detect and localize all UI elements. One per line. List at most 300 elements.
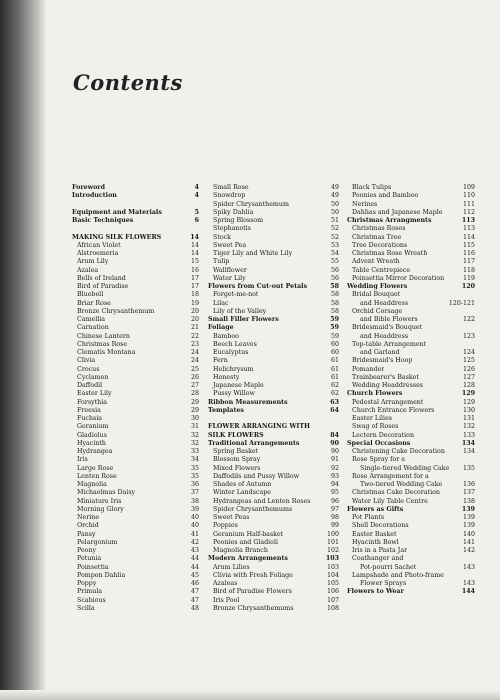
toc-page-number: 59	[330, 324, 339, 332]
toc-page-number: 29	[190, 406, 199, 414]
toc-entry-label: Eucalyptus	[213, 349, 249, 356]
toc-spacer	[72, 201, 199, 209]
toc-entry-label: Fuchsia	[77, 415, 103, 422]
toc-entry-label: and Headdress	[360, 332, 409, 340]
toc-page-number: 58	[330, 307, 339, 315]
toc-page-number: 59	[330, 332, 339, 340]
toc-page-number: 129	[461, 390, 475, 398]
toc-page-number: 113	[461, 217, 475, 224]
toc-entry	[347, 267, 475, 275]
toc-entry	[347, 209, 475, 217]
toc-entry-label: Small Filler Flowers	[208, 316, 279, 323]
toc-page-number: 21	[190, 324, 199, 332]
toc-entry-label: Equipment and Materials	[72, 208, 162, 216]
toc-entry	[347, 234, 475, 242]
toc-entry-label: Spider Chrysanthemum	[213, 200, 289, 208]
toc-page-number: 104	[326, 571, 339, 579]
toc-entry-label: Shades of Autumn	[213, 481, 272, 488]
toc-entry-label: Wedding Flowers	[347, 283, 408, 290]
toc-entry-label: Magnolia Branch	[213, 547, 268, 554]
toc-entry	[72, 531, 199, 539]
toc-column-3	[347, 184, 475, 597]
toc-entry-label: Clivia	[77, 357, 96, 365]
toc-entry-label: Winter Landscape	[213, 489, 271, 497]
toc-entry	[208, 258, 339, 266]
toc-page-number: 110	[462, 192, 475, 200]
toc-entry	[347, 539, 475, 547]
toc-entry-label: Lampshade and Photo-frame	[352, 571, 444, 579]
toc-entry	[347, 415, 475, 423]
toc-entry	[347, 349, 475, 357]
toc-column-1	[72, 184, 199, 613]
toc-page-number: 45	[190, 571, 199, 579]
toc-entry-label: Orchid Corsage	[352, 307, 403, 315]
toc-entry	[347, 489, 475, 497]
toc-entry	[208, 572, 339, 580]
toc-page-number: 119	[462, 274, 475, 282]
toc-entry-label: Foreword	[72, 184, 105, 191]
toc-page-number: 58	[330, 283, 339, 290]
toc-entry	[347, 184, 475, 192]
toc-page-number: 55	[330, 258, 339, 266]
toc-page-number: 20	[190, 316, 199, 323]
toc-page-number: 52	[330, 233, 339, 241]
toc-page-number: 30	[190, 415, 199, 422]
toc-column-2	[208, 184, 339, 613]
toc-page-number: 23	[190, 340, 199, 348]
toc-entry-label: Poppies	[213, 522, 238, 530]
toc-section-heading	[72, 234, 199, 242]
toc-page-number: 52	[330, 225, 339, 233]
toc-entry	[72, 473, 199, 481]
toc-page-number: 58	[330, 291, 339, 299]
toc-page-number: 113	[462, 225, 475, 233]
toc-entry	[347, 291, 475, 299]
toc-entry-label: Table Centrepiece	[352, 266, 411, 274]
toc-entry-label: Pomander	[352, 365, 385, 373]
toc-entry	[208, 489, 339, 497]
toc-entry	[347, 572, 475, 580]
toc-page-number: 32	[190, 439, 199, 447]
toc-page-number: 5	[194, 208, 199, 216]
toc-entry-label: Flowers as Gifts	[347, 505, 404, 513]
toc-entry-label: Water Lily Table Centre	[352, 497, 428, 505]
toc-section-heading	[208, 324, 339, 332]
toc-entry	[72, 597, 199, 605]
toc-entry-label: Shell Decorations	[352, 522, 409, 530]
toc-page-number: 53	[330, 241, 339, 249]
toc-entry-label: Rose Spray for a	[352, 456, 406, 464]
toc-entry	[208, 456, 339, 464]
toc-section-heading	[208, 432, 339, 440]
toc-entry	[208, 390, 339, 398]
toc-entry	[347, 242, 475, 250]
toc-page-number: 111	[462, 200, 475, 208]
toc-entry-label: Flowers from Cut-out Petals	[208, 283, 308, 290]
toc-entry-label: Black Tulips	[352, 184, 392, 191]
toc-entry-label: Templates	[208, 406, 244, 414]
toc-entry	[208, 522, 339, 530]
toc-page-number: 17	[190, 283, 199, 290]
toc-entry-label: Trainbearer's Basket	[352, 373, 419, 381]
toc-entry	[72, 258, 199, 266]
toc-page-number: 126	[462, 365, 475, 373]
toc-entry-label: Pussy Willow	[213, 390, 255, 398]
toc-entry-label: Primula	[77, 588, 103, 596]
toc-entry-label: Clematis Montana	[77, 349, 136, 356]
toc-entry-label: Christmas Tree	[352, 233, 402, 241]
toc-entry-label: Forget-me-not	[213, 291, 259, 299]
toc-entry-label: Top-table Arrangement	[352, 340, 427, 348]
toc-entry-label: Daffodil	[77, 382, 103, 389]
toc-section-heading	[72, 192, 199, 200]
toc-entry	[72, 423, 199, 431]
toc-page-number: 105	[326, 580, 339, 587]
toc-entry-label: Christmas Rose	[77, 340, 128, 348]
toc-page-number: 48	[190, 604, 199, 612]
toc-page-number	[473, 572, 475, 580]
toc-entry-label: Hyacinth	[77, 439, 106, 447]
toc-page-number: 61	[330, 365, 339, 373]
toc-page-number: 22	[190, 332, 199, 340]
toc-entry-label: Arum Lilies	[213, 563, 250, 571]
toc-entry-label: Lectern Decoration	[352, 431, 415, 439]
toc-entry	[208, 498, 339, 506]
toc-page-number: 131	[462, 415, 475, 422]
toc-page-number: 139	[462, 522, 475, 530]
toc-entry	[347, 564, 475, 572]
toc-entry-label: Church Flowers	[347, 390, 403, 398]
toc-page-number	[473, 291, 475, 299]
toc-entry-label: Mixed Flowers	[213, 464, 261, 472]
toc-page-number: 40	[190, 522, 199, 530]
toc-page-number: 112	[462, 208, 475, 216]
toc-page-number: 18	[190, 291, 199, 299]
toc-entry-label: Pelargonium	[77, 538, 118, 546]
toc-page-number	[473, 324, 475, 332]
toc-entry	[72, 308, 199, 316]
toc-entry	[208, 308, 339, 316]
toc-entry-label: Bells of Ireland	[77, 274, 126, 282]
toc-entry	[72, 564, 199, 572]
toc-entry-label: Miniature Iris	[77, 497, 122, 505]
toc-entry	[347, 407, 475, 415]
toc-entry-label: Pot-pourri Sachet	[360, 563, 417, 571]
toc-entry	[208, 382, 339, 390]
toc-entry	[347, 374, 475, 382]
toc-page-number: 143	[462, 580, 475, 587]
toc-entry	[208, 506, 339, 514]
toc-entry	[347, 531, 475, 539]
toc-entry-label: Swag of Roses	[352, 423, 399, 431]
toc-entry	[72, 300, 199, 308]
toc-entry	[208, 605, 339, 613]
toc-entry-label: Poinsettia	[77, 563, 109, 571]
toc-entry-label: Scilla	[77, 604, 95, 612]
toc-entry-label: Bird of Paradise	[77, 283, 129, 290]
toc-entry-label: Easter Basket	[352, 530, 397, 538]
toc-entry-label: Large Rose	[77, 464, 114, 472]
toc-entry	[208, 242, 339, 250]
toc-page-number: 132	[462, 423, 475, 431]
toc-entry	[347, 547, 475, 555]
toc-page-number: 96	[330, 497, 339, 505]
toc-entry-label: Helichrysum	[213, 365, 254, 373]
toc-page-number: 44	[190, 555, 199, 563]
toc-entry-label: Honesty	[213, 373, 240, 381]
toc-page-number: 108	[326, 604, 339, 612]
toc-entry	[208, 357, 339, 365]
toc-page-number: 100	[326, 530, 339, 538]
toc-section-heading	[347, 283, 475, 291]
toc-page-number: 102	[326, 547, 339, 554]
toc-page-number: 97	[330, 505, 339, 513]
toc-entry	[347, 324, 475, 332]
toc-page-number: 142	[462, 547, 475, 554]
toc-page-number: 14	[190, 241, 199, 249]
toc-entry-label: Traditional Arrangements	[208, 439, 300, 447]
toc-page-number: 64	[330, 406, 339, 414]
toc-page-number: 50	[330, 208, 339, 216]
toc-page-number: 58	[330, 299, 339, 307]
toc-entry	[347, 473, 475, 481]
page-edge	[0, 690, 500, 700]
toc-entry	[72, 324, 199, 332]
toc-entry	[72, 399, 199, 407]
toc-entry	[72, 605, 199, 613]
toc-entry	[208, 250, 339, 258]
toc-entry-label: Bronze Chrysanthemums	[213, 604, 294, 612]
toc-entry	[72, 341, 199, 349]
toc-section-heading	[347, 506, 475, 514]
toc-page-number: 50	[330, 200, 339, 208]
toc-page-number: 144	[461, 588, 475, 596]
toc-entry-label: Snowdrop	[213, 192, 246, 200]
toc-entry	[347, 316, 475, 324]
toc-entry-label: Poppy	[77, 580, 97, 587]
toc-page-number: 27	[190, 382, 199, 389]
toc-page-number: 33	[190, 448, 199, 455]
toc-entry-label: Blossom Spray	[213, 456, 261, 464]
toc-entry	[208, 349, 339, 357]
toc-entry-label: Bluebell	[77, 291, 104, 299]
toc-entry-label: Bridal Bouquet	[352, 291, 401, 299]
toc-entry-label: Freesia	[77, 406, 101, 414]
toc-entry-label: Bridesmaid's Hoop	[352, 357, 413, 365]
toc-entry	[347, 423, 475, 431]
toc-page-number: 103	[326, 563, 339, 571]
toc-entry-label: Easter Lily	[77, 390, 112, 398]
toc-entry-label: Poinsettia Mirror Decoration	[352, 274, 445, 282]
toc-section-heading	[208, 283, 339, 291]
toc-entry	[72, 250, 199, 258]
toc-entry	[72, 242, 199, 250]
toc-entry-label: Spider Chrysanthemums	[213, 505, 293, 513]
toc-entry	[208, 225, 339, 233]
toc-page-number: 117	[462, 258, 475, 266]
toc-page-number: 4	[194, 192, 199, 200]
toc-page-number: 42	[190, 538, 199, 546]
toc-page-number	[337, 423, 339, 431]
toc-entry	[72, 498, 199, 506]
toc-page-number: 41	[190, 530, 199, 538]
toc-entry-label: Tulip	[213, 258, 230, 266]
toc-entry	[208, 267, 339, 275]
toc-entry	[72, 465, 199, 473]
toc-page-number: 120-121	[448, 299, 475, 307]
toc-page-number: 124	[462, 349, 475, 356]
toc-entry	[347, 456, 475, 464]
toc-entry	[208, 465, 339, 473]
toc-section-heading	[347, 440, 475, 448]
toc-entry-label: Alstroemeria	[77, 250, 119, 257]
toc-entry	[208, 201, 339, 209]
toc-page-number: 91	[330, 456, 339, 464]
toc-page-number	[473, 341, 475, 349]
toc-page-number: 49	[330, 184, 339, 191]
toc-spacer	[72, 225, 199, 233]
toc-entry	[347, 522, 475, 530]
toc-page-number: 84	[330, 431, 339, 439]
toc-page-number: 114	[462, 233, 475, 241]
toc-entry	[347, 225, 475, 233]
toc-page-number: 25	[190, 365, 199, 373]
toc-section-heading	[208, 440, 339, 448]
toc-entry-label: Tree Decorations	[352, 241, 408, 249]
toc-entry	[208, 448, 339, 456]
toc-entry-label: Small Rose	[213, 184, 249, 191]
toc-page-number: 62	[330, 382, 339, 389]
toc-entry-label: Arum Lily	[77, 258, 109, 266]
toc-entry	[72, 316, 199, 324]
toc-entry-label: Clivia with Fresh Foliage	[213, 571, 293, 579]
toc-entry-label: Church Entrance Flowers	[352, 406, 435, 414]
toc-spacer	[208, 415, 339, 423]
toc-entry	[72, 489, 199, 497]
toc-page-number: 62	[330, 390, 339, 398]
toc-page-number: 31	[190, 423, 199, 431]
toc-page-number: 118	[462, 266, 475, 274]
toc-entry-label: Rose Arrangement for a	[352, 472, 429, 480]
toc-page-number: 17	[190, 274, 199, 282]
toc-entry-label: Bird of Paradise Flowers	[213, 588, 292, 596]
toc-page-number: 109	[462, 184, 475, 191]
toc-entry-label: Special Occasions	[347, 439, 411, 447]
toc-entry	[208, 275, 339, 283]
toc-section-heading	[208, 423, 339, 431]
toc-page-number: 101	[326, 538, 339, 546]
toc-entry	[347, 399, 475, 407]
toc-entry-label: African Violet	[77, 241, 121, 249]
toc-entry-label: Spiky Dahlia	[213, 208, 254, 216]
page-title: Contents	[73, 70, 183, 96]
toc-entry-label: Spring Blossom	[213, 217, 264, 224]
toc-section-heading	[208, 555, 339, 563]
toc-entry-label: Geranium Half-basket	[213, 530, 284, 538]
toc-entry-label: Geranium	[77, 423, 109, 431]
toc-entry	[208, 300, 339, 308]
toc-entry-label: Dahlias and Japanese Maple	[352, 208, 443, 216]
toc-entry-label: Advent Wreath	[352, 258, 400, 266]
toc-entry-label: Peonies and Gladioli	[213, 538, 279, 546]
toc-entry-label: Christmas Rose Wreath	[352, 250, 428, 257]
toc-page-number	[473, 473, 475, 481]
toc-page-number: 98	[330, 514, 339, 521]
toc-entry-label: Christmas Arrangments	[347, 217, 432, 224]
toc-entry-label: Bridesmaid's Bouquet	[352, 324, 423, 332]
toc-entry-label: Stock	[213, 233, 231, 241]
toc-page-number: 59	[330, 316, 339, 323]
toc-page-number: 138	[462, 497, 475, 505]
toc-entry-label: Orchid	[77, 522, 99, 530]
toc-entry	[347, 382, 475, 390]
toc-page-number: 125	[462, 357, 475, 365]
toc-entry	[347, 201, 475, 209]
toc-entry	[72, 357, 199, 365]
toc-entry	[347, 308, 475, 316]
toc-entry-label: Lilac	[213, 299, 229, 307]
toc-entry	[72, 275, 199, 283]
toc-page-number: 134	[461, 439, 475, 447]
toc-entry	[208, 291, 339, 299]
toc-entry	[208, 547, 339, 555]
toc-entry-label: Wallflower	[213, 266, 247, 274]
toc-page-number	[473, 555, 475, 563]
toc-entry-label: Camellia	[77, 316, 106, 323]
toc-page-number: 54	[330, 250, 339, 257]
toc-entry-label: Wedding Headdresses	[352, 382, 424, 389]
toc-page-number: 14	[190, 233, 199, 241]
toc-entry	[72, 382, 199, 390]
toc-page-number: 43	[190, 547, 199, 554]
toc-entry-label: Crocus	[77, 365, 100, 373]
toc-entry	[72, 366, 199, 374]
toc-page-number: 60	[330, 340, 339, 348]
toc-entry-label: Lily of the Valley	[213, 307, 267, 315]
toc-entry-label: Hyacinth Bowl	[352, 538, 399, 546]
toc-page-number: 47	[190, 596, 199, 604]
toc-page-number: 129	[462, 398, 475, 406]
toc-page-number: 103	[325, 555, 339, 563]
toc-page-number: 37	[190, 489, 199, 497]
toc-entry-label: Coathanger and	[352, 555, 404, 563]
toc-entry-label: Petunia	[77, 555, 102, 563]
toc-entry-label: Iris	[77, 456, 88, 464]
toc-page-number: 4	[194, 184, 199, 191]
toc-section-heading	[208, 399, 339, 407]
toc-entry-label: Introduction	[72, 192, 117, 200]
toc-entry	[208, 234, 339, 242]
toc-section-heading	[347, 217, 475, 225]
toc-entry	[347, 333, 475, 341]
toc-page-number: 38	[190, 497, 199, 505]
toc-page-number: 127	[462, 373, 475, 381]
toc-page-number: 116	[462, 250, 475, 257]
toc-page-number: 122	[462, 316, 475, 323]
toc-entry-label: Foliage	[208, 324, 234, 332]
toc-page-number: 24	[190, 357, 199, 365]
toc-page-number: 46	[190, 580, 199, 587]
toc-entry-label: Gladiolus	[77, 431, 107, 439]
toc-entry	[208, 374, 339, 382]
toc-page-number: 134	[462, 448, 475, 455]
toc-entry	[72, 481, 199, 489]
toc-entry-label: Sweet Pea	[213, 241, 247, 249]
toc-entry	[347, 258, 475, 266]
toc-entry-label: Scabious	[77, 596, 106, 604]
toc-entry	[208, 481, 339, 489]
toc-entry	[72, 456, 199, 464]
